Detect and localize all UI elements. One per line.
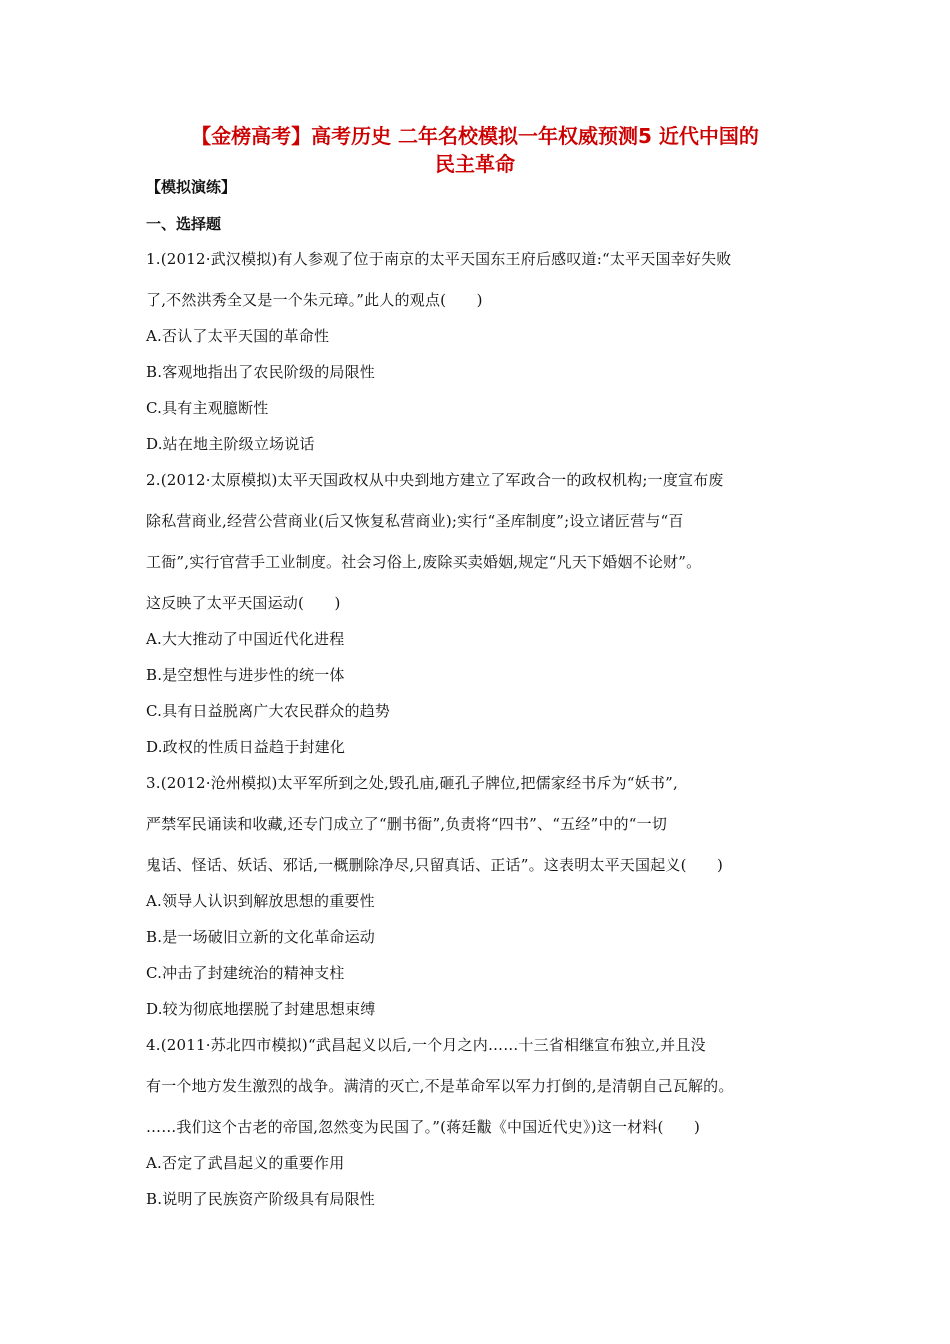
question-1-option-b: B.客观地指出了农民阶级的局限性	[146, 363, 375, 381]
question-3-option-c: C.冲击了封建统治的精神支柱	[146, 964, 345, 982]
question-1-option-d: D.站在地主阶级立场说话	[146, 435, 315, 453]
question-3-option-a: A.领导人认识到解放思想的重要性	[146, 892, 375, 910]
question-1-option-c: C.具有主观臆断性	[146, 399, 269, 417]
question-3-stem-line: 3.(2012·沧州模拟)太平军所到之处,毁孔庙,砸孔子牌位,把儒家经书斥为“妖书”,	[146, 774, 678, 792]
question-4-option-a: A.否定了武昌起义的重要作用	[146, 1154, 345, 1172]
question-2-option-d: D.政权的性质日益趋于封建化	[146, 738, 346, 756]
question-4-option-b: B.说明了民族资产阶级具有局限性	[146, 1190, 375, 1208]
question-3-option-b: B.是一场破旧立新的文化革命运动	[146, 928, 375, 946]
question-3-stem-line: 严禁军民诵读和收藏,还专门成立了“删书衙”,负责将“四书”、“五经”中的“一切	[146, 815, 668, 833]
document-title-line-2: 民主革命	[435, 152, 515, 176]
question-4-stem-line: ……我们这个古老的帝国,忽然变为民国了。”(蒋廷黻《中国近代史》)这一材料( )	[146, 1118, 701, 1136]
subsection-heading: 一、选择题	[146, 215, 222, 233]
question-2-stem-line: 工衙”,实行官营手工业制度。社会习俗上,废除买卖婚姻,规定“凡天下婚姻不论财”。	[146, 553, 702, 571]
question-2-option-a: A.大大推动了中国近代化进程	[146, 630, 345, 648]
question-1-stem-line: 1.(2012·武汉模拟)有人参观了位于南京的太平天国东王府后感叹道:“太平天国幸好失败	[146, 250, 732, 268]
question-2-option-c: C.具有日益脱离广大农民群众的趋势	[146, 702, 391, 720]
question-3-option-d: D.较为彻底地摆脱了封建思想束缚	[146, 1000, 376, 1018]
question-2-stem-line: 除私营商业,经营公营商业(后又恢复私营商业);实行“圣库制度”;设立诸匠营与“百	[146, 512, 684, 530]
question-4-stem-line: 有一个地方发生激烈的战争。满清的灭亡,不是革命军以军力打倒的,是清朝自己瓦解的。	[146, 1077, 734, 1095]
question-2-option-b: B.是空想性与进步性的统一体	[146, 666, 345, 684]
question-2-stem-line: 这反映了太平天国运动( )	[146, 594, 341, 612]
question-3-stem-line: 鬼话、怪话、妖话、邪话,一概删除净尽,只留真话、正话”。这表明太平天国起义( )	[146, 856, 724, 874]
question-4-stem-line: 4.(2011·苏北四市模拟)“武昌起义以后,一个月之内……十三省相继宣布独立,并且没	[146, 1036, 706, 1054]
question-1-stem-line: 了,不然洪秀全又是一个朱元璋。”此人的观点( )	[146, 291, 483, 309]
document-title-line-1: 【金榜高考】高考历史 二年名校模拟一年权威预测5 近代中国的	[191, 124, 759, 148]
question-2-stem-line: 2.(2012·太原模拟)太平天国政权从中央到地方建立了军政合一的政权机构;一度宣布废	[146, 471, 724, 489]
question-1-option-a: A.否认了太平天国的革命性	[146, 327, 330, 345]
section-heading: 【模拟演练】	[146, 178, 237, 196]
